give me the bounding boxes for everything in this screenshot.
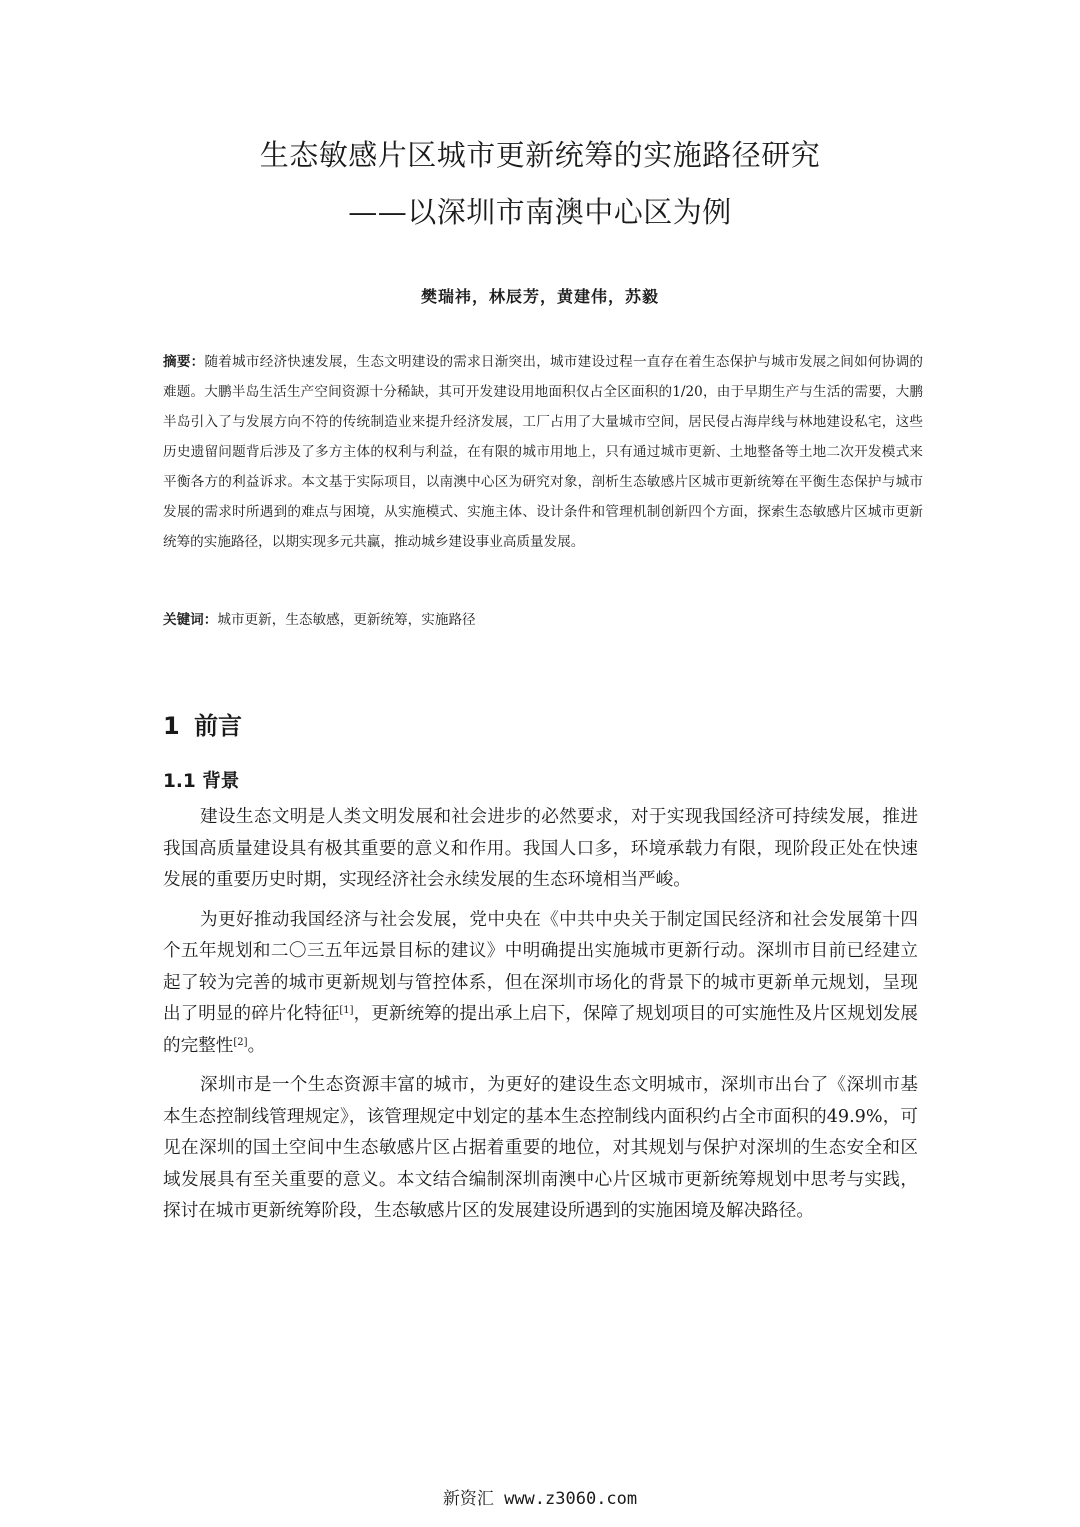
section-number: 1 bbox=[163, 712, 180, 740]
paragraph-2-text-c: 。 bbox=[247, 1035, 266, 1056]
keywords-text: 城市更新，生态敏感，更新统筹，实施路径 bbox=[217, 612, 476, 628]
paragraph-2-text-a: 为更好推动我国经济与社会发展，党中央在《中共中央关于制定国民经济和社会发展第十四个五年规划和二〇三五年远景目标的建议》中明确提出实施城市更新行动。深圳市目前已经建立起了较为完善的城市更新规划与管控体系，但在深圳市场化的背景下的城市更新单元规划，呈现出了明显的碎片化特征 bbox=[163, 909, 918, 1024]
abstract bbox=[163, 347, 923, 557]
subsection-heading bbox=[163, 767, 239, 793]
subsection-number: 1.1 bbox=[163, 771, 196, 792]
paragraph-3: 深圳市是一个生态资源丰富的城市，为更好的建设生态文明城市，深圳市出台了《深圳市基本生态控制线管理规定》，该管理规定中划定的基本生态控制线内面积约占全市面积的49.9%，可见在深圳的国土空间中生态敏感片区占据着重要的地位，对其规划与保护对深圳的生态安全和区域发展具有至关重要的意义。本文结合编制深圳南澳中心片区城市更新统筹规划中思考与实践，探讨在城市更新统筹阶段，生态敏感片区的发展建设所遇到的实施困境及解决路径。 bbox=[163, 1075, 918, 1221]
keywords bbox=[163, 605, 923, 635]
paragraph-2 bbox=[163, 905, 918, 1063]
watermark-footer: 新资汇 www.z3060.com bbox=[442, 1489, 638, 1509]
abstract-text: 随着城市经济快速发展，生态文明建设的需求日渐突出，城市建设过程一直存在着生态保护与城市发展之间如何协调的难题。大鹏半岛生活生产空间资源十分稀缺，其可开发建设用地面积仅占全区面积的1/20，由于早期生产与生活的需要，大鹏半岛引入了与发展方向不符的传统制造业来提升经济发展，工厂占用了大量城市空间，居民侵占海岸线与林地建设私宅，这些历史遗留问题背后涉及了多方主体的权利与利益，在有限的城市用地上，只有通过城市更新、土地整备等土地二次开发模式来平衡各方的利益诉求。本文基于实际项目，以南澳中心区为研究对象，剖析生态敏感片区城市更新统筹在平衡生态保护与城市发展的需求时所遇到的难点与困境，从实施模式、实施主体、设计条件和管理机制创新四个方面，探索生态敏感片区城市更新统筹的实施路径，以期实现多元共赢，推动城乡建设事业高质量发展。 bbox=[163, 354, 923, 550]
paragraph-2-text-b: ，更新统筹的提出承上启下，保障了规划项目的可实施性及片区规划发展的完整性 bbox=[163, 1004, 918, 1056]
keywords-label: 关键词： bbox=[163, 612, 218, 628]
section-heading bbox=[163, 706, 242, 741]
citation-ref-1[interactable]: [1] bbox=[339, 1005, 354, 1016]
paragraph-1: 建设生态文明是人类文明发展和社会进步的必然要求，对于实现我国经济可持续发展，推进我国高质量建设具有极其重要的意义和作用。我国人口多，环境承载力有限，现阶段正处在快速发展的重要历史时期，实现经济社会永续发展的生态环境相当严峻。 bbox=[163, 807, 918, 890]
section-title: 前言 bbox=[194, 712, 243, 740]
paper-subtitle: ——以深圳市南澳中心区为例 bbox=[348, 195, 732, 229]
author-list: 樊瑞祎，林辰芳，黄建伟，苏毅 bbox=[420, 287, 659, 306]
citation-ref-2[interactable]: [2] bbox=[233, 1036, 248, 1048]
paper-title: 生态敏感片区城市更新统筹的实施路径研究 bbox=[259, 138, 821, 172]
abstract-label: 摘要： bbox=[163, 354, 205, 370]
subsection-title: 背景 bbox=[202, 771, 240, 792]
body-text bbox=[163, 802, 918, 1236]
